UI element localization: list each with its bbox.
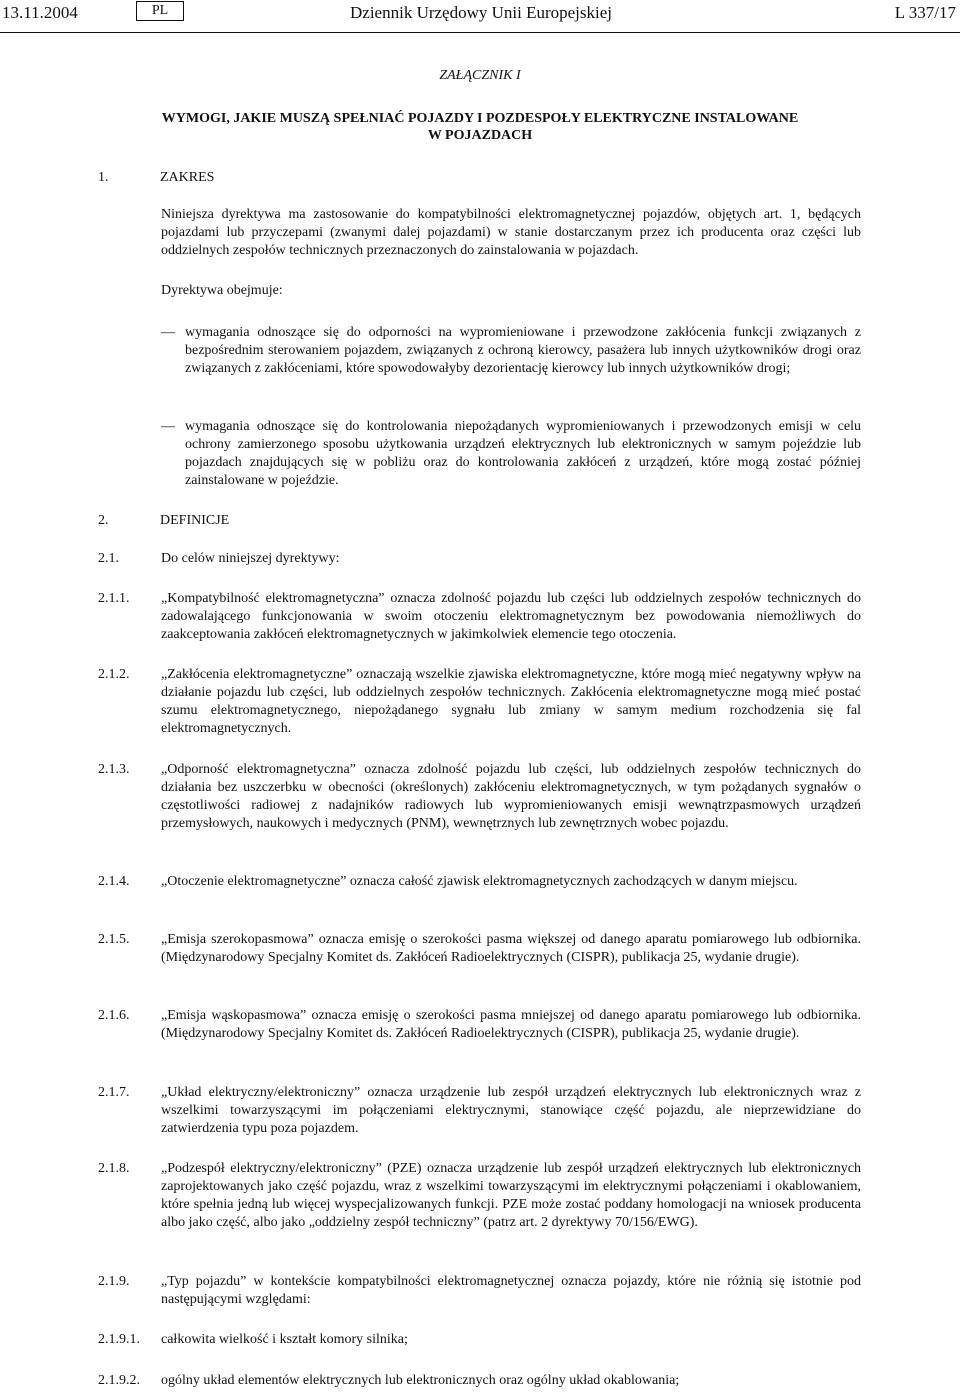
page-header <box>0 0 960 34</box>
item-number: 2.1.9.2. <box>98 1373 140 1388</box>
item-text: „Emisja szerokopasmowa” oznacza emisję o szerokości pasma większej od danego aparatu pomiarowego lub odbiornika. (Międzynarodowy Specjalny Komitet ds. Zakłóceń Radioelektrycznych (CISPR), publikacja 25, wydanie drugie). <box>161 932 861 965</box>
definition-item <box>98 1331 861 1349</box>
definition-item <box>98 1273 861 1309</box>
item-text: Do celów niniejszej dyrektywy: <box>161 551 340 566</box>
item-number: 2.1.1. <box>98 591 130 606</box>
definition-item <box>98 1084 861 1138</box>
dash-mark: — <box>161 325 175 340</box>
definition-item <box>98 666 861 738</box>
definition-item <box>98 1160 861 1232</box>
header-rule <box>0 32 960 33</box>
scope-paragraph: Niniejsza dyrektywa ma zastosowanie do kompatybilności elektromagnetycznej pojazdów, objętych art. 1, będących pojazdami lub przyczepami (zwanymi dalej pojazdami) w stanie dostarczanym przez ich producenta oraz części lub oddzielnych zespołów technicznych przeznaczonych do zainstalowania w pojazdach. <box>161 207 861 258</box>
definition-item <box>98 873 861 891</box>
item-number: 2.1.2. <box>98 667 130 682</box>
journal-title: Dziennik Urzędowy Unii Europejskiej <box>350 3 613 22</box>
list-item-text: wymagania odnoszące się do kontrolowania niepożądanych wypromieniowanych i przewodzonych emisji w celu ochrony zamierzonego sposobu użytkowania urządzeń elektrycznych lub elektronicznych w samym pojeździe lub pojazdach znajdujących się w pobliżu oraz do kontrolowania zakłóceń z urządzeń, które mogą zostać później zainstalowane w pojeździe. <box>185 419 861 488</box>
list-item-text: wymagania odnoszące się do odporności na wypromieniowane i przewodzone zakłócenia funkcji związanych z bezpośrednim sterowaniem pojazdem, związanych z ochroną kierowcy, pasażera lub innych użytkowników drogi oraz związanych z zakłóceniami, które spowodowałyby dezorientację kierowcy lub innych użytkowników drogi; <box>185 325 861 376</box>
item-text: „Odporność elektromagnetyczna” oznacza zdolność pojazdu lub części, lub oddzielnych zespołów technicznych do działania bez uszczerbku w obecności (określonych) zakłóceniu elektromagnetycznych, w tym pożądanych sygnałów o częstotliwości radiowej z nadajników radiowych lub wypromieniowanych emisji wewnątrzpasmowych urządzeń przemysłowych, naukowych i medycznych (PNM), wewnętrznych lub zewnętrznych wobec pojazdu. <box>161 762 861 831</box>
definition-item <box>98 931 861 967</box>
item-text: ogólny układ elementów elektrycznych lub elektronicznych oraz ogólny układ okablowania; <box>161 1373 680 1388</box>
definition-item <box>98 550 861 568</box>
item-text: całkowita wielkość i kształt komory silnika; <box>161 1332 408 1347</box>
item-number: 2.1.9. <box>98 1274 130 1289</box>
title-line-1: WYMOGI, JAKIE MUSZĄ SPEŁNIAĆ POJAZDY I POZDESPOŁY ELEKTRYCZNE INSTALOWANE <box>161 111 799 126</box>
scope-intro: Dyrektywa obejmuje: <box>161 283 283 298</box>
header-date: 13.11.2004 <box>2 3 78 22</box>
item-text: „Kompatybilność elektromagnetyczna” oznacza zdolność pojazdu lub części lub oddzielnych zespołów technicznych do zadowalającego funkcjonowania w swoim otoczeniu elektromagnetycznym bez powodowania niemożliwych do zaakceptowania zakłóceń elektromagnetycznych w jakimkolwiek elemencie tego otoczenia. <box>161 591 861 642</box>
section-1-heading <box>98 169 214 187</box>
item-number: 2.1.4. <box>98 874 130 889</box>
dash-mark: — <box>161 419 175 434</box>
item-text: „Podzespół elektryczny/elektroniczny” (PZE) oznacza urządzenie lub zespół urządzeń elektrycznych lub elektronicznych zaprojektowanych jako część pojazdu, wraz z wszelkimi towarzyszącymi im elektrycznymi połączeniami i okablowaniem, które spełnia jedną lub więcej wyspecjalizowanych funkcji. PZE może zostać poddany homologacji na wniosek producenta albo jako część, albo jako „oddzielny zespół techniczny” (patrz art. 2 dyrektywy 70/156/EWG). <box>161 1161 861 1230</box>
section-2-heading <box>98 512 229 530</box>
title-line-2: W POJAZDACH <box>427 128 533 143</box>
section-number: 2. <box>98 513 109 528</box>
list-item <box>161 418 861 490</box>
definition-item <box>98 590 861 644</box>
section-number: 1. <box>98 170 109 185</box>
item-text: „Układ elektryczny/elektroniczny” oznacza urządzenie lub zespół urządzeń elektrycznych lub elektronicznych wraz z wszelkimi towarzyszącymi im połączeniami elektrycznymi, stanowiące część pojazdu, ale nieprzewidziane do zatwierdzenia typu poza pojazdem. <box>161 1085 861 1136</box>
page-reference: L 337/17 <box>894 3 956 22</box>
definition-item <box>98 1372 861 1390</box>
item-number: 2.1.5. <box>98 932 130 947</box>
item-text: „Otoczenie elektromagnetyczne” oznacza całość zjawisk elektromagnetycznych zachodzących w danym miejscu. <box>161 874 798 889</box>
item-text: „Emisja wąskopasmowa” oznacza emisję o szerokości pasma mniejszej od danego aparatu pomiarowego lub odbiornika. (Międzynarodowy Specjalny Komitet ds. Zakłóceń Radioelektrycznych (CISPR), publikacja 25, wydanie drugie). <box>161 1008 861 1041</box>
annex-label: ZAŁĄCZNIK I <box>439 68 521 83</box>
item-number: 2.1.8. <box>98 1161 130 1176</box>
item-number: 2.1. <box>98 551 119 566</box>
language-badge: PL <box>136 1 184 21</box>
item-number: 2.1.7. <box>98 1085 130 1100</box>
item-text: „Typ pojazdu” w kontekście kompatybilności elektromagnetycznej oznacza pojazdy, które nie różnią się istotnie pod następującymi względami: <box>161 1274 861 1307</box>
definition-item <box>98 761 861 833</box>
item-number: 2.1.3. <box>98 762 130 777</box>
list-item <box>161 324 861 378</box>
section-title: ZAKRES <box>160 170 215 185</box>
item-number: 2.1.9.1. <box>98 1332 140 1347</box>
item-number: 2.1.6. <box>98 1008 130 1023</box>
document-title <box>130 110 830 144</box>
section-title: DEFINICJE <box>160 513 230 528</box>
item-text: „Zakłócenia elektromagnetyczne” oznaczają wszelkie zjawiska elektromagnetyczne, które mogą mieć negatywny wpływ na działanie pojazdu lub części, lub oddzielnych zespołów technicznych. Zakłócenia elektromagnetyczne mogą mieć postać szumu elektromagnetycznego, niepożądanego sygnału lub zmiany w samym medium rozchodzenia się fal elektromagnetycznych. <box>161 667 861 736</box>
definition-item <box>98 1007 861 1043</box>
